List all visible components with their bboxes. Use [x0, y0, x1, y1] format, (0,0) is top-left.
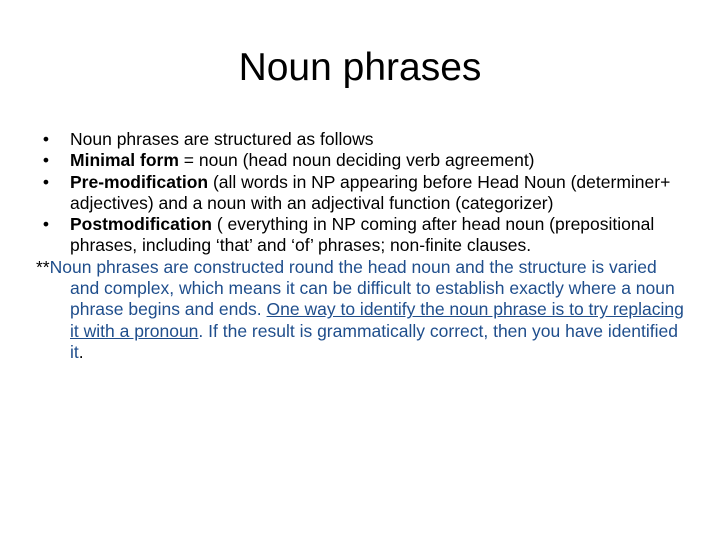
bullet-text: (all words in NP appearing before Head Noun (determiner+ adjectives) and a noun with an adjectival function (categorizer): [70, 171, 671, 213]
bullet-item: [36, 129, 684, 150]
note-paragraph: [36, 257, 684, 363]
note-text: Noun phrases are constructed round the head noun and the structure is varied and complex, which means it can be difficult to establish exactly where a noun phrase begins and ends.: [49, 256, 675, 320]
bullet-item: [36, 214, 684, 257]
bullet-text: ( everything in NP coming after head noun (prepositional phrases, including ‘that’ and ‘of’ phrases; non-finite clauses.: [70, 214, 655, 256]
bullet-term: Pre-modification: [70, 171, 209, 192]
bullet-text: = noun (head noun deciding verb agreement): [178, 150, 535, 171]
note-underlined-text: One way to identify the noun phrase is to try replacing it with a pronoun: [70, 299, 684, 341]
note-end: .: [78, 341, 84, 362]
bullet-item: [36, 172, 684, 215]
bullet-dot-icon: •: [42, 214, 50, 235]
bullet-dot-icon: •: [42, 129, 50, 149]
bullet-item: [36, 150, 684, 171]
bullet-dot-icon: •: [42, 150, 50, 171]
bullet-dot-icon: •: [42, 171, 50, 192]
bullet-term: Minimal form: [70, 150, 179, 171]
note-after-text: . If the result is grammatically correct, then you have identified it: [70, 320, 678, 362]
slide-title: Noun phrases: [238, 46, 482, 89]
slide-content: [36, 129, 684, 363]
note-prefix: **: [36, 256, 50, 277]
bullet-text: Noun phrases are structured as follows: [70, 129, 374, 149]
bullet-term: Postmodification: [70, 214, 212, 235]
